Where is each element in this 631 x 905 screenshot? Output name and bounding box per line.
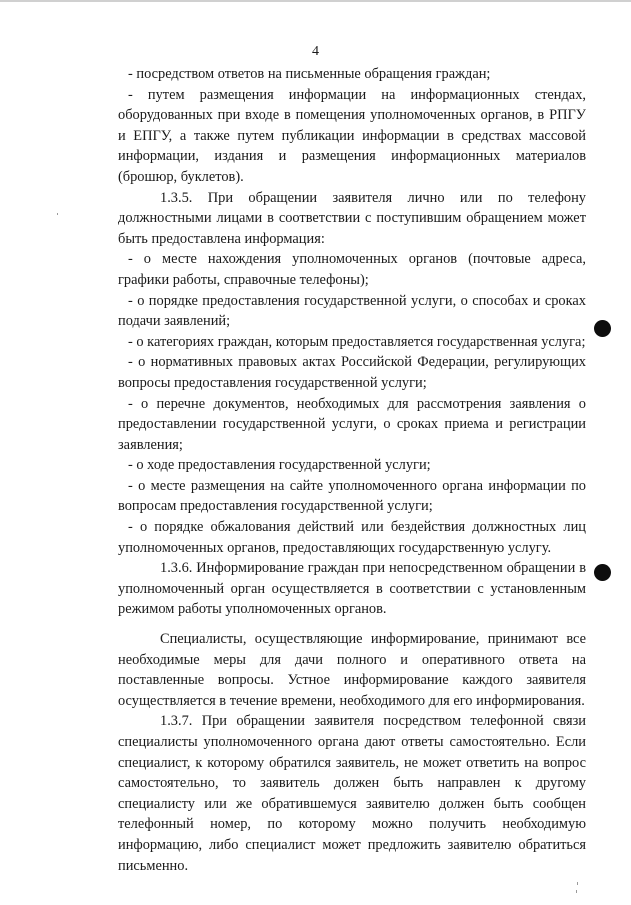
list-item-progress: - о ходе предоставления государственной услуги;: [128, 457, 431, 474]
scan-speck: [57, 213, 58, 215]
list-item-documents: - о перечне документов, необходимых для рассмотрения заявления о предоставлении государственной услуги, о сроках приема и регистрации заявления;: [118, 395, 586, 453]
scan-speck: [577, 882, 578, 885]
list-item-website: - о месте размещения на сайте уполномоченного органа информации по вопросам предоставления государственной услуги;: [118, 477, 586, 515]
list-item-location: - о месте нахождения уполномоченных органов (почтовые адреса, графики работы, справочные телефоны);: [118, 251, 586, 288]
scan-speck: [576, 890, 577, 893]
list-item-appeals: - о порядке обжалования действий или бездействия должностных лиц уполномоченных органов, предоставляющих государственную услугу.: [118, 519, 586, 556]
page-number: 4: [312, 44, 319, 59]
punch-hole-mark: [594, 564, 611, 581]
paragraph-1-3-6: 1.3.6. Информирование граждан при непосредственном обращении в уполномоченный орган осуществляется в соответствии с установленным режимом работы уполномоченных органов.: [118, 560, 586, 618]
paragraph-written-requests: - посредством ответов на письменные обращения граждан;: [128, 66, 491, 82]
paragraph-1-3-5: 1.3.5. При обращении заявителя лично или по телефону должностными лицами в соответствии с поступившим обращением может быть предоставлена информация:: [118, 189, 586, 247]
paragraph-1-3-7: 1.3.7. При обращении заявителя посредством телефонной связи специалисты уполномоченного органа дают ответы самостоятельно. Если специалист, к которому обратился заявитель, не может ответить на вопрос самостоятельно, то заявитель должен быть направлен к другому специалисту или же обратившемуся заявителю должен быть сообщен телефонный номер, по которому можно получить необходимую информацию, либо специалист может предложить заявителю обратиться письменно.: [118, 713, 586, 874]
list-item-procedure: - о порядке предоставления государственной услуги, о способах и сроках подачи заявлений;: [118, 292, 586, 330]
paragraph-specialists: Специалисты, осуществляющие информирование, принимают все необходимые меры для дачи полного и оперативного ответа на поставленные вопросы. Устное информирование каждого заявителя осуществляется в течение времени, необходимого для его информирования.: [118, 631, 586, 709]
list-item-categories: - о категориях граждан, которым предоставляется государственная услуга;: [128, 333, 586, 350]
document-body: [118, 64, 586, 876]
punch-hole-mark: [594, 320, 611, 337]
scan-top-edge: [0, 0, 631, 2]
paragraph-info-stands: - путем размещения информации на информационных стендах, оборудованных при входе в помещения уполномоченных органов, в РПГУ и ЕПГУ, а также путем публикации информации в средствах массовой информации, издания и размещения информационных материалов (брошюр, буклетов).: [118, 86, 586, 185]
list-item-legal-acts: - о нормативных правовых актах Российской Федерации, регулирующих вопросы предоставления государственной услуги;: [118, 354, 586, 391]
